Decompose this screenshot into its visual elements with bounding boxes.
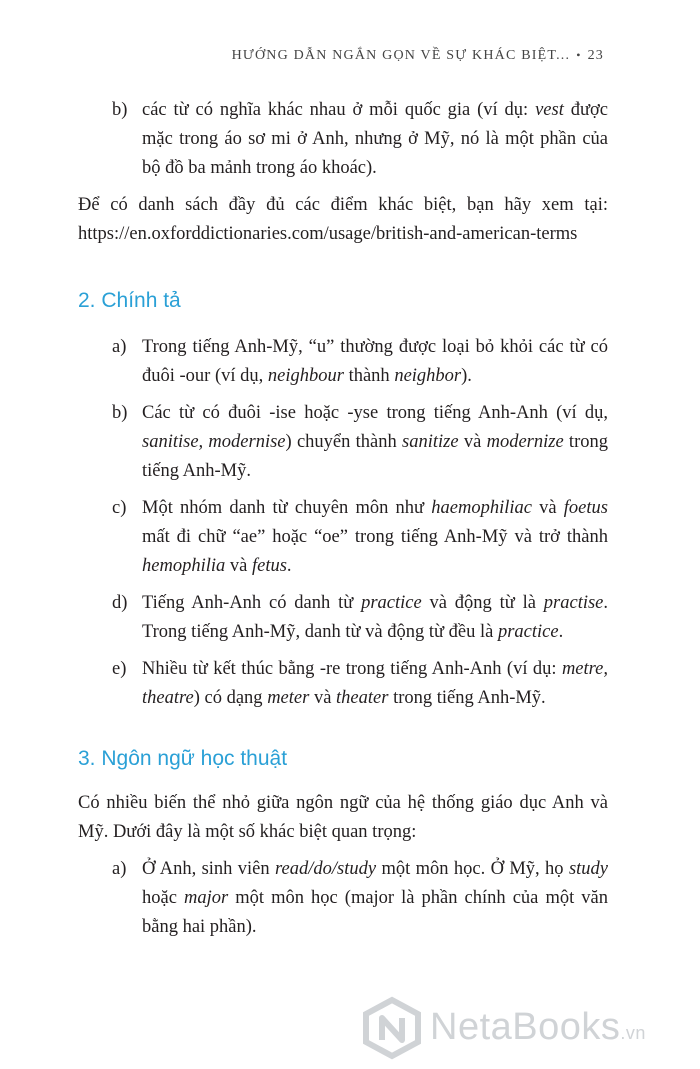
page-body <box>78 96 608 950</box>
list-item-label: a) <box>112 337 127 357</box>
running-head <box>232 48 604 64</box>
list-item-label: c) <box>112 498 127 518</box>
list-item-s3-a <box>112 855 608 942</box>
list-item-s2-e <box>112 655 608 713</box>
list-item-s2-a <box>112 333 608 391</box>
list-item-text: Trong tiếng Anh-Mỹ, “u” thường được loại bỏ khỏi các từ có đuôi -our (ví dụ, neighbour thành neighbor). <box>142 337 608 386</box>
running-head-title: HƯỚNG DẪN NGẮN GỌN VỀ SỰ KHÁC BIỆT... <box>231 48 571 63</box>
list-item-text: Các từ có đuôi -ise hoặc -yse trong tiếng Anh-Anh (ví dụ, sanitise, modernise) chuyển thành sanitize và modernize trong tiếng Anh-Mỹ. <box>142 403 608 481</box>
list-item-label: b) <box>112 403 128 423</box>
section-heading-academic: 3. Ngôn ngữ học thuật <box>78 747 288 770</box>
section-heading-spelling: 2. Chính tả <box>78 289 181 312</box>
watermark <box>360 990 700 1065</box>
netabooks-logo-icon <box>360 996 424 1060</box>
spelling-list <box>112 333 608 713</box>
list-item-s2-b <box>112 399 608 486</box>
running-head-bullet: • <box>576 48 582 62</box>
list-item-s1-b <box>112 96 608 183</box>
list-item-text: các từ có nghĩa khác nhau ở mỗi quốc gia (ví dụ: vest được mặc trong áo sơ mi ở Anh, nhưng ở Mỹ, nó là một phần của bộ đồ ba mảnh trong áo khoác). <box>142 100 608 178</box>
watermark-text: NetaBooks.vn <box>430 1006 646 1048</box>
list-item-text: Tiếng Anh-Anh có danh từ practice và động từ là practise. Trong tiếng Anh-Mỹ, danh từ và động từ đều là practice. <box>142 593 609 642</box>
resource-paragraph: Để có danh sách đầy đủ các điểm khác biệt, bạn hãy xem tại: https://en.oxforddictionaries.com/usage/british-and-american-terms <box>78 195 608 244</box>
academic-intro-paragraph: Có nhiều biến thể nhỏ giữa ngôn ngữ của hệ thống giáo dục Anh và Mỹ. Dưới đây là một số khác biệt quan trọng: <box>78 793 608 842</box>
list-item-text: Ở Anh, sinh viên read/do/study một môn học. Ở Mỹ, họ study hoặc major một môn học (major là phần chính của một văn bằng hai phần). <box>142 859 608 937</box>
page-number: 23 <box>587 48 604 63</box>
list-item-text: Một nhóm danh từ chuyên môn như haemophiliac và foetus mất đi chữ “ae” hoặc “oe” trong tiếng Anh-Mỹ và trở thành hemophilia và fetus. <box>142 498 608 576</box>
list-item-label: b) <box>112 100 128 120</box>
list-item-label: d) <box>112 593 128 613</box>
list-item-s2-c <box>112 494 608 581</box>
list-item-label: a) <box>112 859 127 879</box>
list-item-s2-d <box>112 589 608 647</box>
list-item-text: Nhiều từ kết thúc bằng -re trong tiếng Anh-Anh (ví dụ: metre, theatre) có dạng meter và theater trong tiếng Anh-Mỹ. <box>142 659 608 708</box>
list-item-label: e) <box>112 659 127 679</box>
